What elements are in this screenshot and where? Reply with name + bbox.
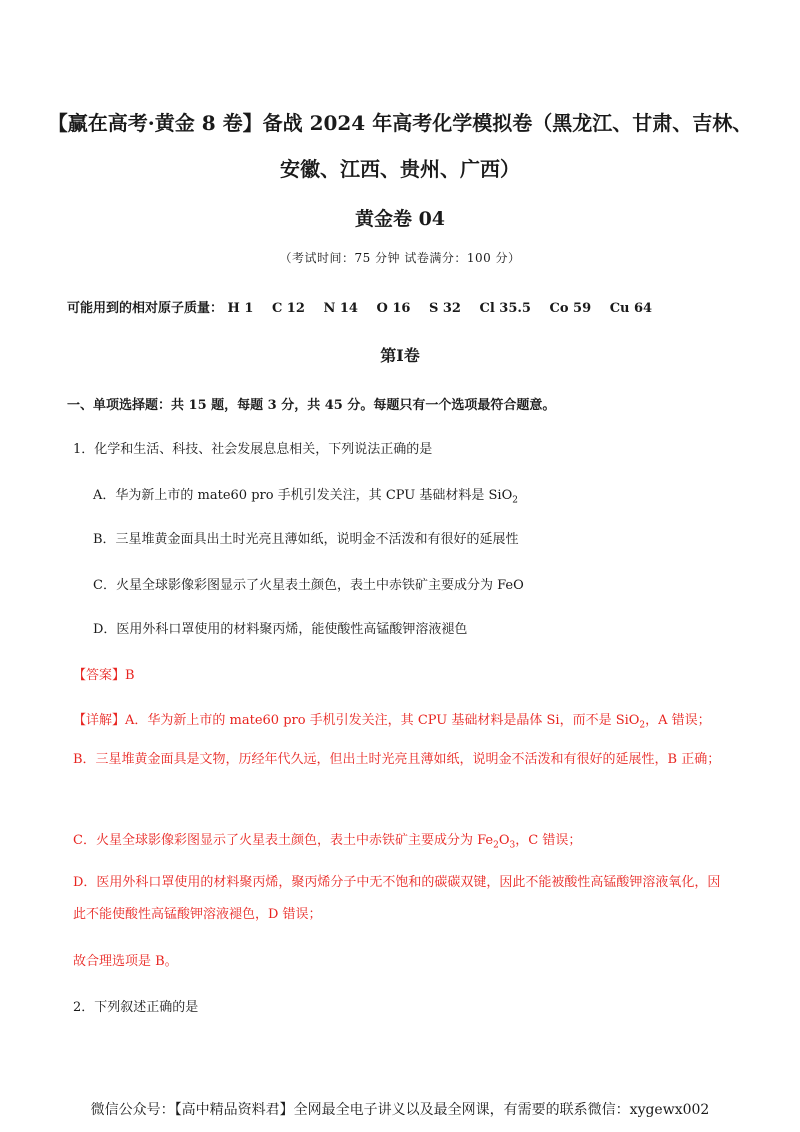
part-title: 第Ⅰ卷 xyxy=(380,346,420,365)
atomic-mass-item: O 16 xyxy=(376,301,411,316)
explanation-c: C．火星全球影像彩图显示了火星表土颜色，表土中赤铁矿主要成分为 $Fe_2O_3$，C 错误； xyxy=(73,833,582,851)
atomic-mass-item: Co 59 xyxy=(549,301,592,316)
question-1-option-a: A．华为新上市的 mate60 pro 手机引发关注，其 CPU 基础材料是 SiO$_2$ xyxy=(93,488,518,506)
explanation-d: D．医用外科口罩使用的材料聚丙烯，聚丙烯分子中无不饱和的碳碳双键，因此不能被酸性高锰酸钾溶液氧化，因此不能使酸性高锰酸钾溶液褪色，D 错误； xyxy=(73,875,721,922)
exam-info: （考试时间：75 分钟 试卷满分：100 分） xyxy=(279,251,521,265)
question-1-answer: 【答案】B xyxy=(73,668,135,683)
question-1-option-c: C．火星全球影像彩图显示了火星表土颜色，表土中赤铁矿主要成分为 FeO xyxy=(93,578,524,593)
explanation-conclusion: 故合理选项是 B。 xyxy=(73,954,178,969)
footer-promo: 微信公众号：【高中精品资料君】全网最全电子讲义以及最全网课，有需要的联系微信：xygewx002 xyxy=(90,1102,710,1118)
question-1-stem: 1．化学和生活、科技、社会发展息息相关，下列说法正确的是 xyxy=(73,442,433,457)
atomic-mass-item: H 1 xyxy=(227,301,254,316)
atomic-mass-item: Cu 64 xyxy=(609,301,653,316)
section-title: 一、单项选择题：共 15 题，每题 3 分，共 45 分。每题只有一个选项最符合题意。 xyxy=(67,398,556,413)
atomic-masses xyxy=(67,297,666,316)
atomic-mass-item: N 14 xyxy=(323,301,358,316)
atomic-mass-item: Cl 35.5 xyxy=(479,301,531,316)
question-2-stem: 2．下列叙述正确的是 xyxy=(73,1000,199,1015)
question-1-option-b: B．三星堆黄金面具出土时光亮且薄如纸，说明金不活泼和有很好的延展性 xyxy=(93,532,519,547)
explanation-b: B．三星堆黄金面具是文物，历经年代久远，但出土时光亮且薄如纸，说明金不活泼和有很好的延展性，B 正确； xyxy=(73,752,721,767)
atomic-mass-item: S 32 xyxy=(428,301,461,316)
explanation-a: 【详解】A．华为新上市的 mate60 pro 手机引发关注，其 CPU 基础材料是晶体 Si，而不是 SiO$_2$，A 错误； xyxy=(73,713,711,731)
atomic-masses-label: 可能用到的相对原子质量： xyxy=(67,301,224,316)
question-1-option-d: D．医用外科口罩使用的材料聚丙烯，能使酸性高锰酸钾溶液褪色 xyxy=(93,622,468,637)
atomic-mass-item: C 12 xyxy=(271,301,305,316)
paper-subtitle: 黄金卷 04 xyxy=(354,208,446,230)
document-title: 【赢在高考·黄金 8 卷】备战 2024 年高考化学模拟卷（黑龙江、甘肃、吉林、安徽、江西、贵州、广西） xyxy=(47,111,753,181)
